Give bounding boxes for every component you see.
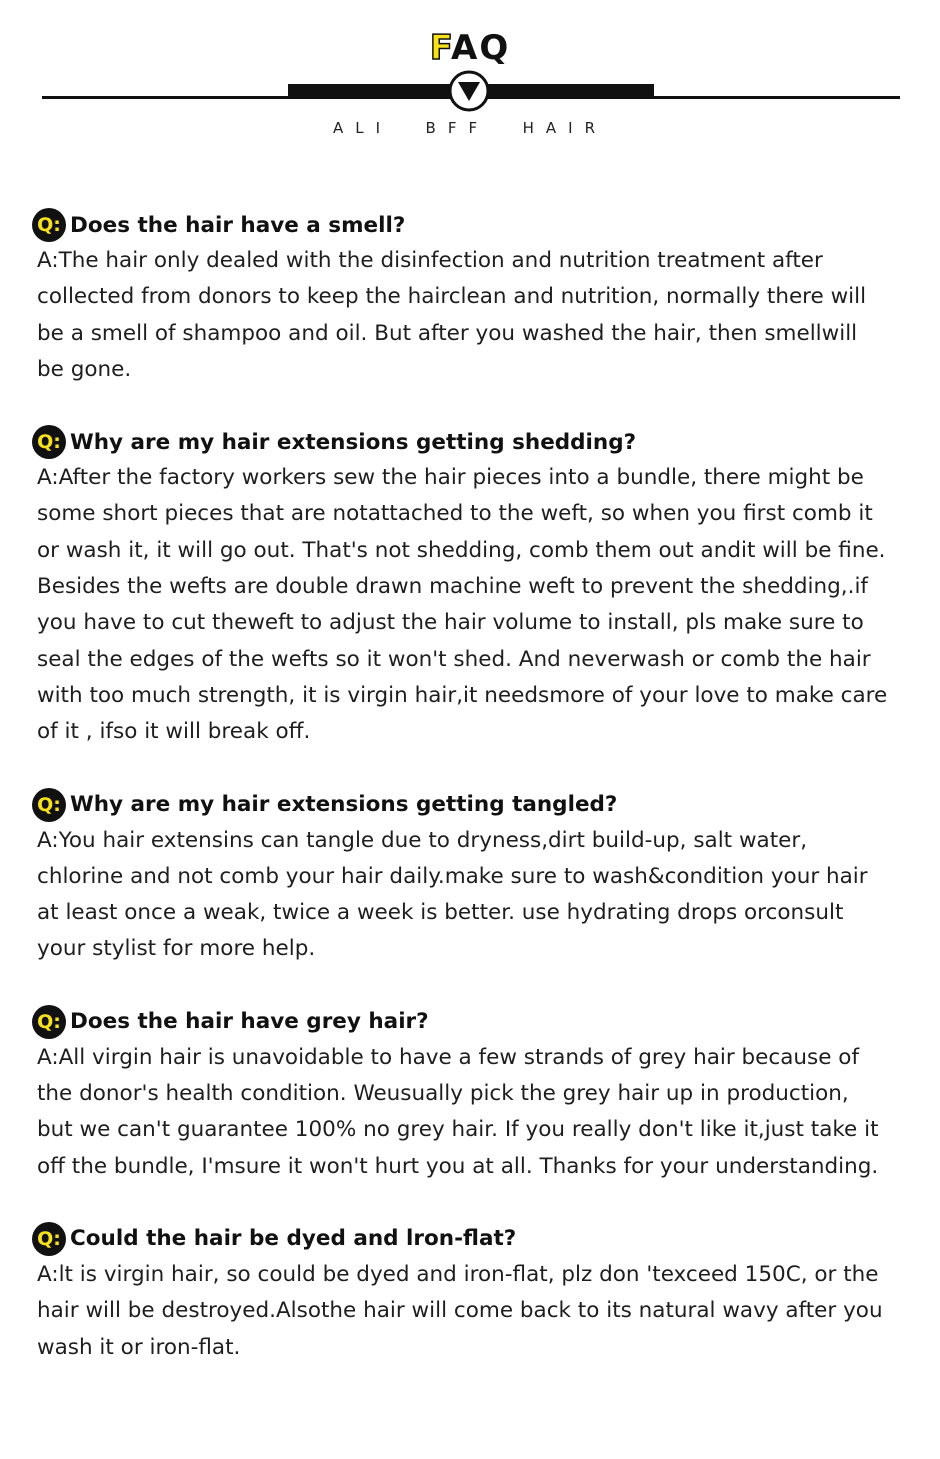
- question-text: Why are my hair extensions getting tangled?: [70, 792, 618, 818]
- q-badge: Q:: [32, 208, 66, 242]
- answer-text: A:You hair extensins can tangle due to dryness,dirt build-up, salt water, chlorine and not comb your hair daily.make sure to wash&condition your hair at least once a weak, twice a week is better. use hydrating drops orconsult your stylist for more help.: [37, 827, 868, 962]
- answer-text: A:lt is virgin hair, so could be dyed and iron-flat, plz don 'texceed 150C, or the hair will be destroyed.Alsothe hair will come back to its natural wavy after you wash it or iron-flat.: [37, 1261, 883, 1360]
- brand-subtitle: ALI BFF HAIR: [332, 119, 608, 137]
- question-text: Does the hair have a smell?: [70, 212, 406, 238]
- faq-list: [32, 207, 927, 1402]
- faq-item: [32, 1004, 927, 1185]
- question-text: Why are my hair extensions getting shedding?: [70, 429, 637, 455]
- faq-question: [32, 424, 927, 460]
- faq-item: [32, 424, 927, 750]
- answer-text: A:All virgin hair is unavoidable to have a few strands of grey hair because of the donor's health condition. Weusually pick the grey hair up in production, but we can't guarantee 100% no grey hair. If you really don't like it,just take it off the bundle, I'msure it won't hurt you at all. Thanks for your understanding.: [37, 1044, 879, 1179]
- faq-question: [32, 1004, 927, 1040]
- faq-header: [0, 0, 940, 150]
- q-badge: Q:: [32, 1005, 66, 1039]
- page-title: [0, 28, 940, 68]
- chevron-down-icon: [448, 70, 490, 112]
- faq-question: [32, 207, 927, 243]
- q-badge: Q:: [32, 425, 66, 459]
- faq-item: [32, 207, 927, 388]
- question-text: Does the hair have grey hair?: [70, 1009, 429, 1035]
- q-badge: Q:: [32, 788, 66, 822]
- answer-text: A:The hair only dealed with the disinfection and nutrition treatment after collected from donors to keep the hairclean and nutrition, normally there will be a smell of shampoo and oil. But after you washed the hair, then smellwill be gone.: [37, 248, 867, 382]
- faq-question: [32, 787, 927, 823]
- faq-item: [32, 1221, 927, 1366]
- faq-question: [32, 1221, 927, 1257]
- question-text: Could the hair be dyed and lron-flat?: [70, 1226, 517, 1252]
- title-first-letter: F: [429, 28, 452, 68]
- answer-text: A:After the factory workers sew the hair pieces into a bundle, there might be some short pieces that are notattached to the weft, so when you first comb it or wash it, it will go out. That's not shedding, comb them out andit will be fine. Besides the wefts are double drawn machine weft to prevent the shedding,.if you have to cut theweft to adjust the hair volume to install, pls make sure to seal the edges of the wefts so it won't shed. And neverwash or comb the hair with too much strength, it is virgin hair,it needsmore of your love to make care of it , ifso it will break off.: [37, 465, 888, 745]
- faq-item: [32, 787, 927, 968]
- title-rest: AQ: [451, 28, 511, 68]
- q-badge: Q:: [32, 1222, 66, 1256]
